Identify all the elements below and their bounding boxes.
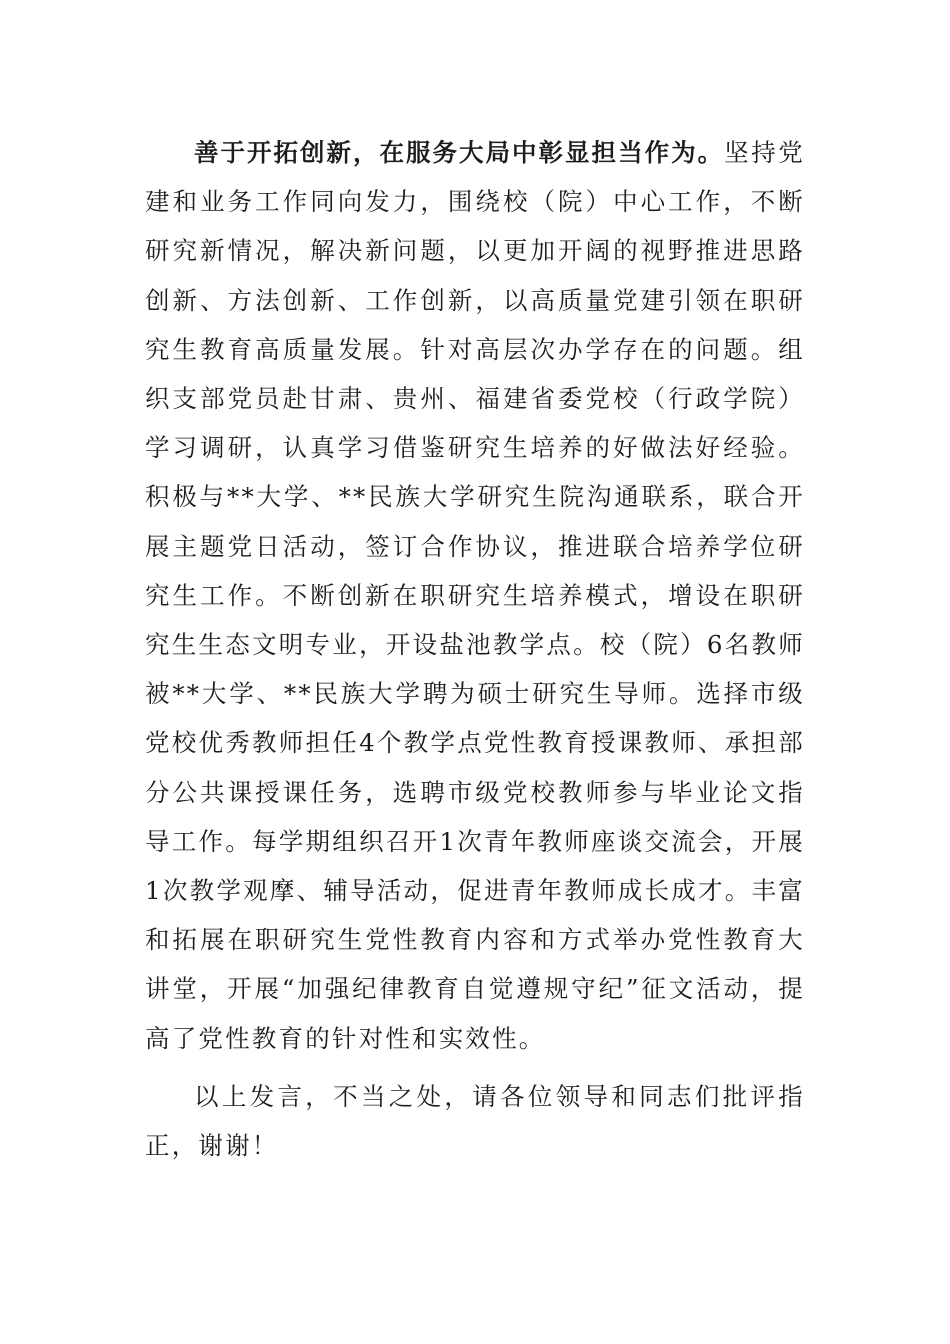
paragraph-body-text: 坚持党建和业务工作同向发力，围绕校（院）中心工作，不断研究新情况，解决新问题，以更加开阔的视野推进思路创新、方法创新、工作创新，以高质量党建引领在职研究生教育高质量发展。针对高层次办学存在的问题。组织支部党员赴甘肃、贵州、福建省委党校（行政学院）学习调研，认真学习借鉴研究生培养的好做法好经验。积极与**大学、**民族大学研究生院沟通联系，联合开展主题党日活动，签订合作协议，推进联合培养学位研究生工作。不断创新在职研究生培养模式，增设在职研究生生态文明专业，开设盐池教学点。校（院）6名教师被**大学、**民族大学聘为硕士研究生导师。选择市级党校优秀教师担任4个教学点党性教育授课教师、承担部分公共课授课任务，选聘市级党校教师参与毕业论文指导工作。每学期组织召开1次青年教师座谈交流会，开展1次教学观摩、辅导活动，促进青年教师成长成才。丰富和拓展在职研究生党性教育内容和方式举办党性教育大讲堂，开展“加强纪律教育自觉遵规守纪”征文活动，提高了党性教育的针对性和实效性。: [145, 138, 806, 1053]
paragraph-innovation: [145, 128, 805, 1063]
closing-remarks-text: 以上发言，不当之处，请各位领导和同志们批评指正，谢谢！: [145, 1081, 805, 1161]
paragraph-lead-heading: 善于开拓创新，在服务大局中彰显担当作为。: [194, 138, 725, 167]
paragraph-closing: [145, 1072, 805, 1170]
document-body: [145, 128, 805, 1170]
